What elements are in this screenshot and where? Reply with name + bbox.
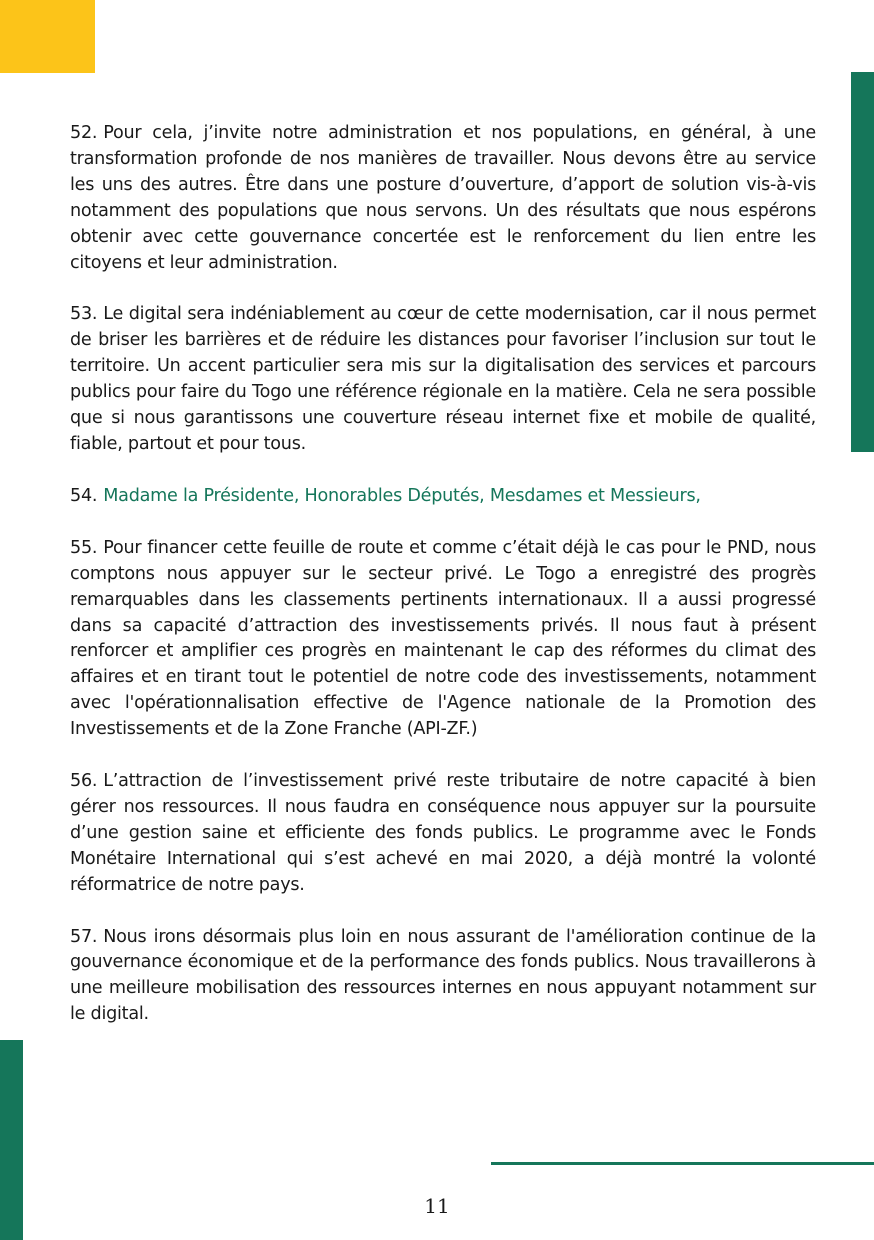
paragraph-56 xyxy=(70,769,816,899)
paragraph-53 xyxy=(70,302,816,457)
paragraph-text: Le digital sera indéniablement au cœur de cette modernisation, car il nous permet de briser les barrières et de réduire les distances pour favoriser l’inclusion sur tout le territoire. Un accent particulier sera mis sur la digitalisation des services et parcours publics pour faire du Togo une référence régionale en la matière. Cela ne sera possible que si nous garantissons une couverture réseau internet fixe et mobile de qualité, fiable, partout et pour tous. xyxy=(70,304,816,454)
page-number: 11 xyxy=(424,1194,450,1218)
right-margin-bar xyxy=(851,72,874,452)
paragraph-number: 52. xyxy=(70,123,98,143)
paragraph-55 xyxy=(70,536,816,743)
paragraph-57 xyxy=(70,925,816,1029)
salutation-text: Madame la Présidente, Honorables Députés, Mesdames et Messieurs, xyxy=(103,485,701,506)
paragraph-text: Pour financer cette feuille de route et comme c’était déjà le cas pour le PND, nous comptons nous appuyer sur le secteur privé. Le Togo a enregistré des progrès remarquables dans les classements pertinents internationaux. Il a aussi progressé dans sa capacité d’attraction des investissements privés. Il nous faut à présent renforcer et amplifier ces progrès en maintenant le cap des réformes du climat des affaires et en tirant tout le potentiel de notre code des investissements, notamment avec l'opérationnalisation effective de l'Agence nationale de la Promotion des Investissements et de la Zone Franche (API-ZF.) xyxy=(70,537,816,740)
paragraph-number: 55. xyxy=(70,537,98,558)
paragraph-text: Nous irons désormais plus loin en nous assurant de l'amélioration continue de la gouvernance économique et de la performance des fonds publics. Nous travaillerons à une meilleure mobilisation des ressources internes en nous appuyant notamment sur le digital. xyxy=(70,926,816,1025)
paragraph-52 xyxy=(70,121,816,276)
footer-divider xyxy=(491,1162,874,1165)
paragraph-number: 53. xyxy=(70,304,98,325)
corner-accent-block xyxy=(0,0,95,73)
paragraph-number: 56. xyxy=(70,771,98,792)
paragraph-text: L’attraction de l’investissement privé reste tributaire de notre capacité à bien gérer nos ressources. Il nous faudra en conséquence nous appuyer sur la poursuite d’une gestion saine et efficiente des fonds publics. Le programme avec le Fonds Monétaire International qui s’est achevé en mai 2020, a déjà montré la volonté réformatrice de notre pays. xyxy=(70,771,816,895)
paragraph-number: 57. xyxy=(70,926,98,947)
paragraph-text: Pour cela, j’invite notre administration et nos populations, en général, à une transformation profonde de nos manières de travailler. Nous devons être au service les uns des autres. Être dans une posture d’ouverture, d’apport de solution vis-à-vis notamment des populations que nous servons. Un des résultats que nous espérons obtenir avec cette gouvernance concertée est le renforcement du lien entre les citoyens et leur administration. xyxy=(70,123,816,273)
paragraph-54-salutation xyxy=(70,484,816,510)
paragraph-number: 54. xyxy=(70,485,98,506)
page-body xyxy=(70,121,816,1054)
